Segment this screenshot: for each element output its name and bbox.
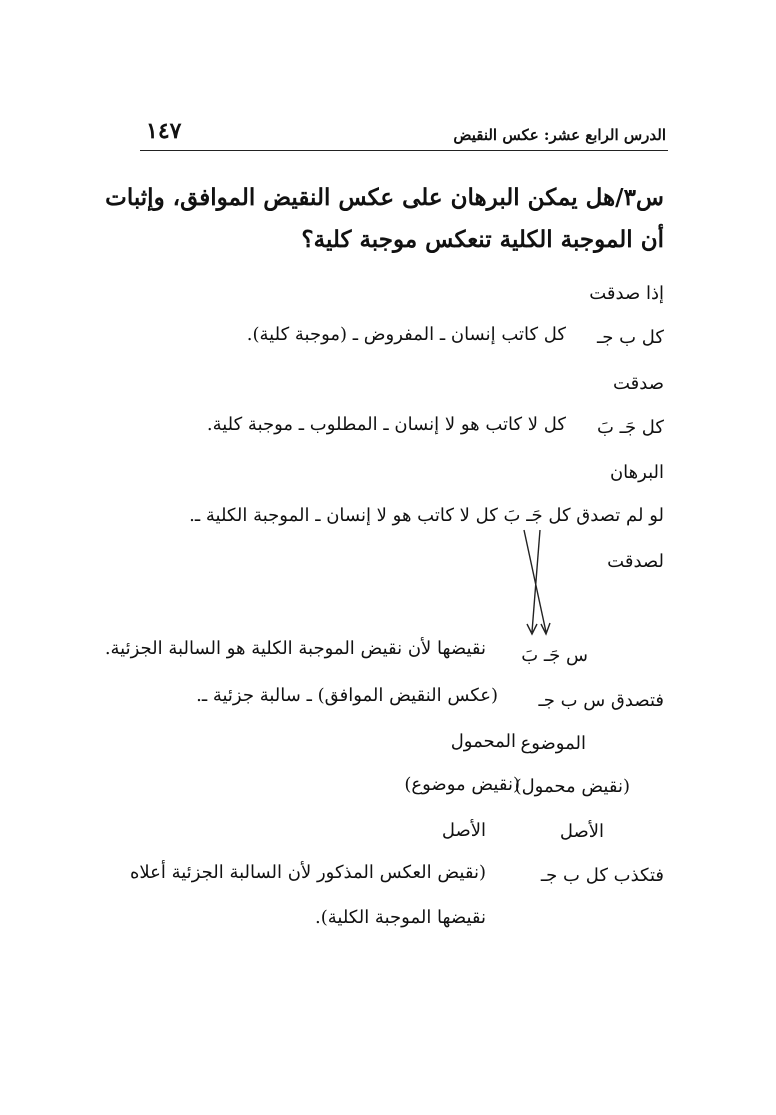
header-rule — [140, 150, 668, 151]
negated-subject-label: (نقيض موضوع) — [404, 774, 520, 795]
crossing-arrows — [510, 528, 570, 640]
would-true-line: لصدقت — [607, 551, 664, 572]
page-number: ١٤٧ — [146, 118, 182, 144]
false-label: فتكذب كل ب جـ — [540, 865, 664, 886]
conclusion-description: كل لا كاتب هو لا إنسان ـ المطلوب ـ موجبة كلية. — [206, 414, 566, 435]
arrow-line-left — [524, 530, 546, 632]
subject-label: الموضوع — [520, 733, 586, 754]
original-label-1: الأصل — [559, 821, 604, 842]
question-line-1: س٣/هل يمكن البرهان على عكس النقيض الموافق، وإثبات — [105, 184, 664, 211]
proof-line: لو لم تصدق كل جَـ بَ كل لا كاتب هو لا إنسان ـ الموجبة الكلية ـ. — [189, 505, 664, 526]
predicate-label: المحمول — [450, 731, 516, 752]
if-true-line: إذا صدقت — [589, 283, 664, 304]
contradiction-label: س جَـ بَ — [521, 645, 588, 666]
premise-description: كل كاتب إنسان ـ المفروض ـ (موجبة كلية). — [246, 324, 566, 345]
premise-label: كل ب جـ — [597, 327, 664, 348]
running-title: الدرس الرابع عشر: عكس النقيض — [453, 126, 666, 144]
original-label-2: الأصل — [441, 820, 486, 841]
false-description-2: نقيضها الموجبة الكلية). — [315, 907, 486, 928]
contradiction-description: نقيضها لأن نقيض الموجبة الكلية هو السالبة الجزئية. — [104, 638, 486, 659]
question-line-2: أن الموجبة الكلية تنعكس موجبة كلية؟ — [301, 226, 664, 253]
false-description-1: (نقيض العكس المذكور لأن السالبة الجزئية أعلاه — [129, 862, 486, 883]
proof-heading: البرهان — [609, 462, 664, 483]
negated-predicate-label: (نقيض محمول) — [514, 776, 630, 797]
so-true-label: فتصدق س ب جـ — [538, 690, 664, 711]
conclusion-label: كل جَـ بَ — [597, 417, 664, 438]
arrow-line-right — [532, 530, 540, 632]
then-true-line: صدقت — [612, 373, 664, 394]
so-true-description: (عكس النقيض الموافق) ـ سالبة جزئية ـ. — [196, 685, 498, 706]
